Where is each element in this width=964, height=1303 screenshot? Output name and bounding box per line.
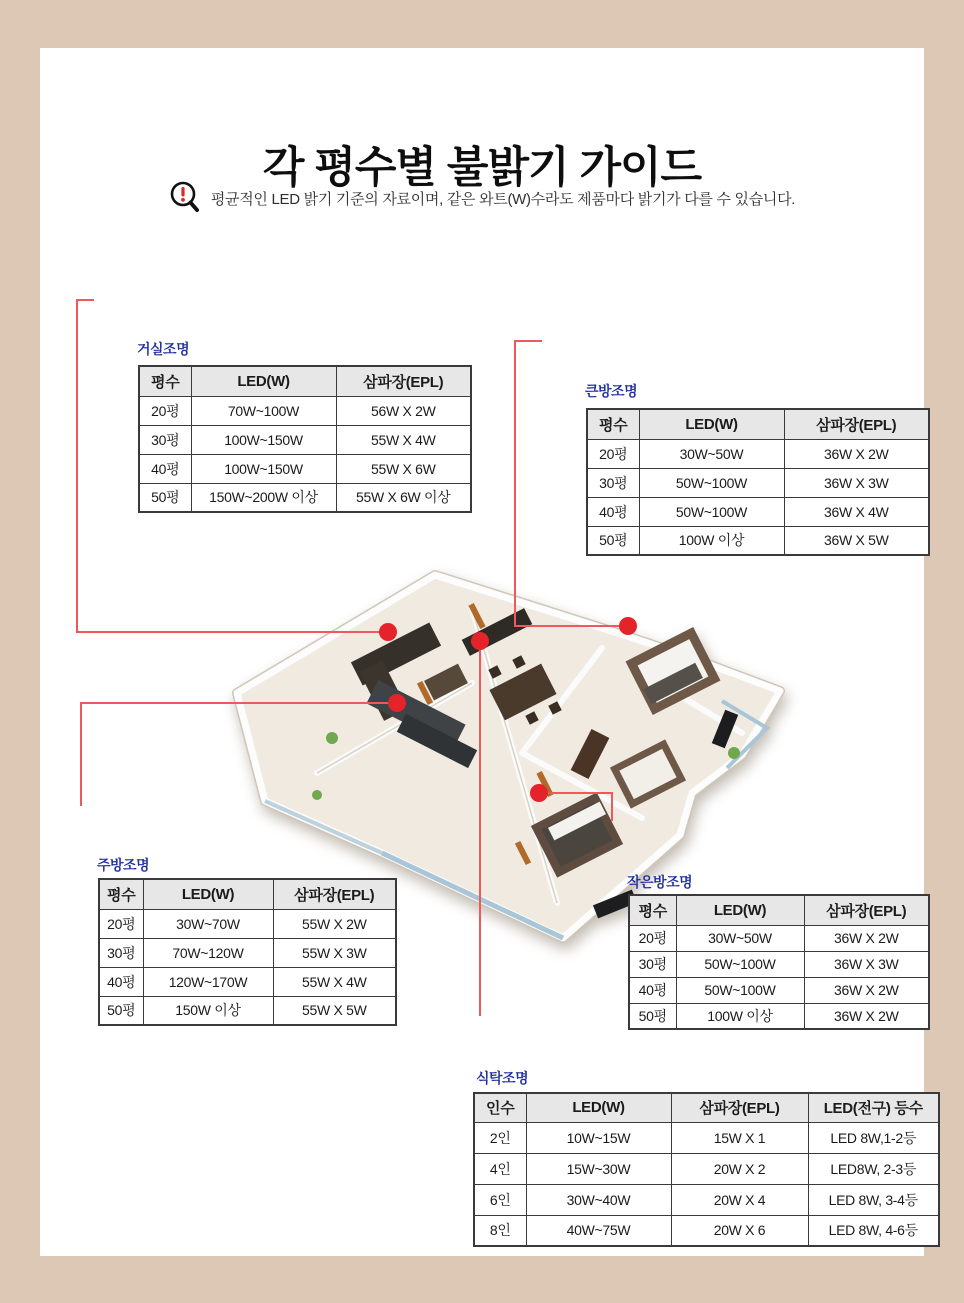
small-room-label: 작은방조명 [627, 874, 693, 890]
table-row [587, 439, 929, 468]
table-cell: 40평 [629, 977, 676, 1003]
table-cell: 30W~50W [676, 925, 804, 951]
table-cell: 20평 [587, 439, 639, 468]
table-cell: 100W~150W [191, 454, 336, 483]
table-cell: 4인 [474, 1153, 526, 1184]
table-cell: 50평 [139, 483, 191, 512]
big-room-label: 큰방조명 [585, 383, 638, 399]
small-room-table [628, 894, 930, 1030]
column-header: 인수 [474, 1093, 526, 1122]
table-cell: 50평 [629, 1003, 676, 1029]
table-cell: 30W~50W [639, 439, 784, 468]
table-cell: 120W~170W [143, 967, 273, 996]
table-cell: 20W X 2 [671, 1153, 808, 1184]
column-header: LED(W) [526, 1093, 671, 1122]
table-row [99, 938, 396, 967]
table-row [629, 951, 929, 977]
table-cell: 55W X 4W [336, 425, 471, 454]
column-header: LED(W) [639, 409, 784, 439]
table-cell: 50W~100W [676, 951, 804, 977]
table-row [474, 1215, 939, 1246]
living-room-table [138, 365, 472, 513]
table-cell: 100W~150W [191, 425, 336, 454]
table-cell: 30W~40W [526, 1184, 671, 1215]
table-cell: 36W X 2W [804, 977, 929, 1003]
table-cell: LED 8W, 4-6등 [808, 1215, 939, 1246]
big-room-table [586, 408, 930, 556]
table-cell: 100W 이상 [639, 526, 784, 555]
table-cell: LED 8W,1-2등 [808, 1122, 939, 1153]
table-cell: 40평 [139, 454, 191, 483]
column-header: 평수 [99, 879, 143, 909]
column-header: LED(W) [191, 366, 336, 396]
table-cell: 30평 [139, 425, 191, 454]
table-row [629, 1003, 929, 1029]
table-cell: 70W~100W [191, 396, 336, 425]
dining-label: 식탁조명 [476, 1070, 529, 1086]
table-row [99, 996, 396, 1025]
table-cell: 55W X 2W [273, 909, 396, 938]
table-row [139, 454, 471, 483]
page-title: 각 평수별 불밝기 가이드 [262, 144, 702, 192]
table-cell: 55W X 5W [273, 996, 396, 1025]
table-cell: 40W~75W [526, 1215, 671, 1246]
notice-row [40, 180, 924, 216]
table-cell: 36W X 5W [784, 526, 929, 555]
column-header: 삼파장(EPL) [784, 409, 929, 439]
table-row [629, 977, 929, 1003]
table-cell: 36W X 2W [784, 439, 929, 468]
table-cell: 20W X 6 [671, 1215, 808, 1246]
table-row [99, 909, 396, 938]
table-cell: 15W X 1 [671, 1122, 808, 1153]
table-cell: 36W X 3W [804, 951, 929, 977]
table-row [587, 468, 929, 497]
table-cell: 70W~120W [143, 938, 273, 967]
table-cell: 50W~100W [676, 977, 804, 1003]
column-header: 평수 [587, 409, 639, 439]
table-cell: 20평 [629, 925, 676, 951]
table-cell: LED8W, 2-3등 [808, 1153, 939, 1184]
table-cell: 55W X 6W [336, 454, 471, 483]
table-cell: 50평 [587, 526, 639, 555]
kitchen-label: 주방조명 [97, 857, 150, 873]
table-row [474, 1184, 939, 1215]
table-cell: LED 8W, 3-4등 [808, 1184, 939, 1215]
column-header: LED(W) [143, 879, 273, 909]
table-row [139, 425, 471, 454]
column-header: 평수 [629, 895, 676, 925]
column-header: LED(W) [676, 895, 804, 925]
table-cell: 30평 [629, 951, 676, 977]
column-header: 평수 [139, 366, 191, 396]
column-header: 삼파장(EPL) [336, 366, 471, 396]
table-cell: 150W~200W 이상 [191, 483, 336, 512]
column-header: 삼파장(EPL) [804, 895, 929, 925]
column-header: LED(전구) 등수 [808, 1093, 939, 1122]
table-cell: 30평 [99, 938, 143, 967]
table-row [474, 1122, 939, 1153]
table-cell: 50평 [99, 996, 143, 1025]
dining-table [473, 1092, 940, 1247]
table-row [99, 967, 396, 996]
table-row [629, 925, 929, 951]
table-row [139, 483, 471, 512]
content-panel [40, 48, 924, 1256]
table-cell: 8인 [474, 1215, 526, 1246]
column-header: 삼파장(EPL) [671, 1093, 808, 1122]
table-cell: 40평 [587, 497, 639, 526]
magnifier-exclamation-icon [169, 180, 201, 216]
table-cell: 20W X 4 [671, 1184, 808, 1215]
table-cell: 55W X 3W [273, 938, 396, 967]
table-cell: 20평 [139, 396, 191, 425]
table-cell: 55W X 6W 이상 [336, 483, 471, 512]
table-cell: 55W X 4W [273, 967, 396, 996]
table-row [587, 526, 929, 555]
table-cell: 100W 이상 [676, 1003, 804, 1029]
column-header: 삼파장(EPL) [273, 879, 396, 909]
table-cell: 50W~100W [639, 468, 784, 497]
table-cell: 2인 [474, 1122, 526, 1153]
table-cell: 30W~70W [143, 909, 273, 938]
table-cell: 36W X 3W [784, 468, 929, 497]
table-row [139, 396, 471, 425]
living-room-label: 거실조명 [137, 341, 190, 357]
table-row [587, 497, 929, 526]
table-cell: 10W~15W [526, 1122, 671, 1153]
table-cell: 30평 [587, 468, 639, 497]
table-cell: 36W X 2W [804, 1003, 929, 1029]
table-cell: 36W X 2W [804, 925, 929, 951]
table-row [474, 1153, 939, 1184]
notice-text: 평균적인 LED 밝기 기준의 자료이며, 같은 와트(W)수라도 제품마다 밝기가 다를 수 있습니다. [210, 190, 796, 208]
table-cell: 40평 [99, 967, 143, 996]
kitchen-table [98, 878, 397, 1026]
table-cell: 6인 [474, 1184, 526, 1215]
table-cell: 150W 이상 [143, 996, 273, 1025]
table-cell: 36W X 4W [784, 497, 929, 526]
table-cell: 15W~30W [526, 1153, 671, 1184]
table-cell: 50W~100W [639, 497, 784, 526]
table-cell: 20평 [99, 909, 143, 938]
table-cell: 56W X 2W [336, 396, 471, 425]
